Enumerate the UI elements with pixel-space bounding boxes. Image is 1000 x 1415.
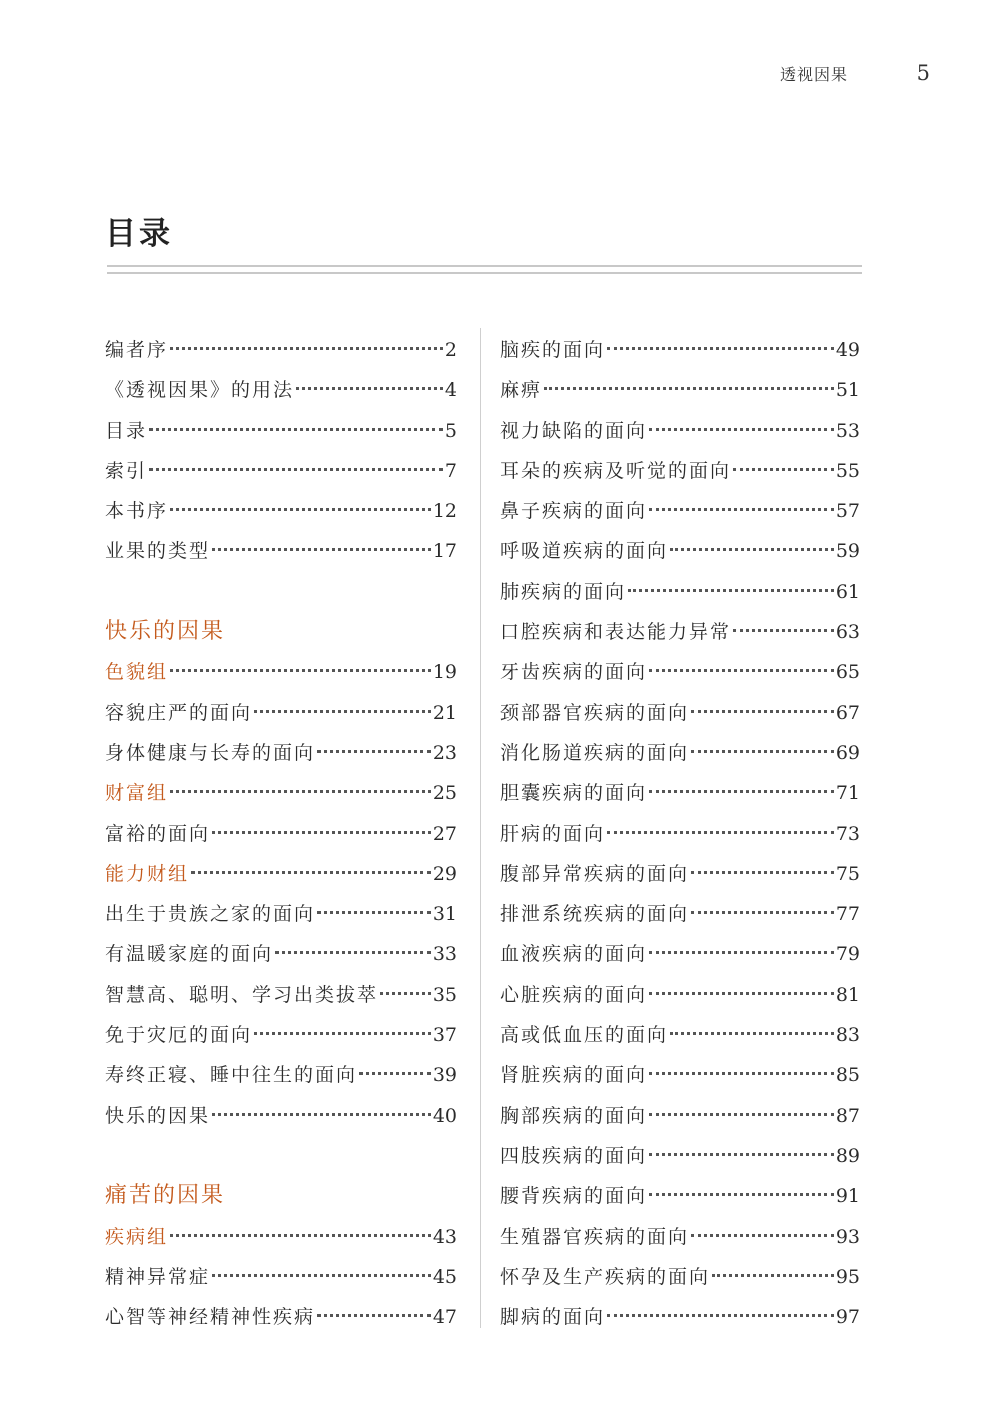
toc-entry-label: 疾病组 bbox=[105, 1225, 169, 1248]
toc-entry-label: 脑疾的面向 bbox=[500, 339, 606, 361]
toc-entry-label: 富裕的面向 bbox=[105, 822, 211, 845]
dot-leader bbox=[649, 669, 834, 672]
toc-entry-page: 93 bbox=[835, 1225, 860, 1248]
toc-group-appearance[interactable] bbox=[105, 652, 457, 692]
toc-entry-page: 71 bbox=[835, 782, 860, 805]
toc-entry-page: 83 bbox=[835, 1024, 860, 1047]
toc-entry[interactable] bbox=[500, 1015, 860, 1055]
toc-entry-label: 脚病的面向 bbox=[500, 1306, 606, 1329]
toc-entry-page: 2 bbox=[444, 339, 457, 361]
toc-entry-page: 77 bbox=[835, 903, 860, 926]
toc-entry[interactable] bbox=[105, 1055, 457, 1095]
toc-entry-page: 67 bbox=[835, 701, 860, 724]
toc-entry-page: 4 bbox=[444, 379, 457, 402]
toc-entry[interactable] bbox=[500, 1217, 860, 1257]
toc-entry[interactable] bbox=[500, 451, 860, 491]
toc-entry[interactable] bbox=[105, 814, 457, 854]
dot-leader bbox=[670, 548, 834, 551]
toc-entry-preface-editor[interactable] bbox=[105, 330, 457, 370]
toc-entry-page: 29 bbox=[432, 862, 457, 885]
spacer bbox=[105, 572, 457, 612]
dot-leader bbox=[649, 508, 834, 511]
toc-entry-label: 业果的类型 bbox=[105, 540, 211, 563]
toc-entry-page: 21 bbox=[432, 701, 457, 724]
toc-entry[interactable] bbox=[500, 652, 860, 692]
dot-leader bbox=[733, 468, 834, 471]
toc-entry-label: 编者序 bbox=[105, 339, 169, 361]
running-title: 透视因果 bbox=[780, 64, 849, 84]
toc-entry[interactable] bbox=[500, 733, 860, 773]
dot-leader bbox=[254, 710, 431, 713]
toc-entry[interactable] bbox=[105, 1257, 457, 1297]
toc-entry-page: 91 bbox=[835, 1185, 860, 1208]
toc-entry[interactable] bbox=[500, 934, 860, 974]
toc-entry-label: 快乐的因果 bbox=[105, 1104, 211, 1127]
toc-entry-page: 23 bbox=[432, 741, 457, 764]
dot-leader bbox=[607, 347, 834, 350]
toc-entry-label: 牙齿疾病的面向 bbox=[500, 661, 648, 684]
toc-entry-usage[interactable] bbox=[105, 370, 457, 410]
toc-entry-label: 心脏疾病的面向 bbox=[500, 983, 648, 1006]
toc-entry-label: 目录 bbox=[105, 419, 148, 442]
toc-entry-label: 智慧高、聪明、学习出类拔萃 bbox=[105, 983, 379, 1006]
toc-entry-label: 呼吸道疾病的面向 bbox=[500, 540, 669, 563]
toc-entry[interactable] bbox=[500, 1176, 860, 1216]
toc-entry[interactable] bbox=[500, 411, 860, 451]
toc-entry-label: 胆囊疾病的面向 bbox=[500, 782, 648, 805]
toc-entry-page: 81 bbox=[835, 983, 860, 1006]
toc-entry-index[interactable] bbox=[105, 451, 457, 491]
toc-entry[interactable] bbox=[500, 975, 860, 1015]
dot-leader bbox=[212, 548, 431, 551]
dot-leader bbox=[691, 750, 834, 753]
dot-leader bbox=[317, 1314, 431, 1317]
toc-entry-page: 47 bbox=[432, 1306, 457, 1329]
toc-entry[interactable] bbox=[500, 693, 860, 733]
toc-left-column bbox=[105, 330, 457, 1337]
toc-entry-page: 89 bbox=[835, 1144, 860, 1167]
toc-entry-label: 出生于贵族之家的面向 bbox=[105, 903, 316, 926]
dot-leader bbox=[649, 1072, 834, 1075]
toc-entry[interactable] bbox=[500, 330, 860, 370]
toc-entry-page: 79 bbox=[835, 943, 860, 966]
spacer bbox=[105, 1136, 457, 1176]
toc-entry-label: 财富组 bbox=[105, 782, 169, 805]
toc-entry-label: 麻痹 bbox=[500, 379, 543, 402]
toc-entry[interactable] bbox=[500, 491, 860, 531]
toc-entry-page: 75 bbox=[835, 862, 860, 885]
dot-leader bbox=[212, 831, 431, 834]
running-head bbox=[780, 60, 930, 86]
toc-entry-label: 怀孕及生产疾病的面向 bbox=[500, 1265, 711, 1288]
section-heading-suffering: 痛苦的因果 bbox=[105, 1183, 226, 1209]
toc-entry[interactable] bbox=[500, 612, 860, 652]
toc-entry[interactable] bbox=[105, 975, 457, 1015]
toc-entry[interactable] bbox=[105, 1096, 457, 1136]
toc-entry-label: 高或低血压的面向 bbox=[500, 1024, 669, 1047]
toc-entry-page: 63 bbox=[835, 621, 860, 644]
toc-entry-page: 69 bbox=[835, 741, 860, 764]
toc-entry-label: 色貌组 bbox=[105, 661, 169, 684]
toc-entry-label: 《透视因果》的用法 bbox=[105, 379, 295, 402]
toc-entry-label: 容貌庄严的面向 bbox=[105, 701, 253, 724]
toc-entry[interactable] bbox=[500, 1136, 860, 1176]
dot-leader bbox=[691, 871, 834, 874]
toc-entry-page: 57 bbox=[835, 500, 860, 523]
toc-entry[interactable] bbox=[500, 1055, 860, 1095]
column-divider bbox=[480, 328, 481, 1328]
toc-entry-page: 35 bbox=[432, 983, 457, 1006]
toc-entry-label: 消化肠道疾病的面向 bbox=[500, 741, 690, 764]
dot-leader bbox=[649, 1193, 834, 1196]
toc-entry-label: 耳朵的疾病及听觉的面向 bbox=[500, 459, 732, 482]
toc-title: 目录 bbox=[105, 216, 173, 252]
toc-entry[interactable] bbox=[500, 814, 860, 854]
toc-entry-page: 37 bbox=[432, 1024, 457, 1047]
toc-group-wealth[interactable] bbox=[105, 773, 457, 813]
section-heading-happy: 快乐的因果 bbox=[105, 619, 226, 645]
toc-entry[interactable] bbox=[500, 370, 860, 410]
toc-entry-page: 19 bbox=[432, 661, 457, 684]
toc-entry-label: 生殖器官疾病的面向 bbox=[500, 1225, 690, 1248]
toc-entry-label: 腹部异常疾病的面向 bbox=[500, 862, 690, 885]
dot-leader bbox=[607, 1314, 834, 1317]
toc-entry[interactable] bbox=[500, 1096, 860, 1136]
dot-leader bbox=[733, 629, 834, 632]
toc-entry-label: 心智等神经精神性疾病 bbox=[105, 1306, 316, 1329]
dot-leader bbox=[649, 428, 834, 431]
toc-entry-page: 33 bbox=[432, 943, 457, 966]
dot-leader bbox=[380, 992, 431, 995]
toc-entry-page: 73 bbox=[835, 822, 860, 845]
toc-entry-page: 7 bbox=[444, 459, 457, 482]
dot-leader bbox=[691, 710, 834, 713]
dot-leader bbox=[649, 951, 834, 954]
dot-leader bbox=[212, 1274, 431, 1277]
toc-entry-karma-types[interactable] bbox=[105, 531, 457, 571]
toc-entry-page: 65 bbox=[835, 661, 860, 684]
toc-entry-page: 5 bbox=[444, 419, 457, 442]
toc-entry-page: 51 bbox=[835, 379, 860, 402]
toc-entry-label: 鼻子疾病的面向 bbox=[500, 500, 648, 523]
toc-entry-label: 四肢疾病的面向 bbox=[500, 1144, 648, 1167]
dot-leader bbox=[191, 871, 431, 874]
toc-entry[interactable] bbox=[500, 773, 860, 813]
dot-leader bbox=[149, 428, 443, 431]
toc-entry[interactable] bbox=[105, 733, 457, 773]
toc-entry[interactable] bbox=[500, 854, 860, 894]
toc-entry-book-preface[interactable] bbox=[105, 491, 457, 531]
toc-entry[interactable] bbox=[500, 1297, 860, 1337]
toc-entry-label: 血液疾病的面向 bbox=[500, 943, 648, 966]
dot-leader bbox=[170, 669, 431, 672]
dot-leader bbox=[317, 911, 431, 914]
toc-entry-page: 27 bbox=[432, 822, 457, 845]
toc-entry[interactable] bbox=[500, 531, 860, 571]
dot-leader bbox=[649, 1153, 834, 1156]
toc-entry-page: 40 bbox=[432, 1104, 457, 1127]
dot-leader bbox=[628, 589, 834, 592]
toc-entry-label: 排泄系统疾病的面向 bbox=[500, 903, 690, 926]
dot-leader bbox=[170, 790, 431, 793]
toc-entry-label: 有温暖家庭的面向 bbox=[105, 943, 274, 966]
dot-leader bbox=[149, 468, 443, 471]
toc-entry-page: 25 bbox=[432, 782, 457, 805]
toc-entry-label: 本书序 bbox=[105, 500, 169, 523]
dot-leader bbox=[296, 387, 443, 390]
toc-entry-label: 腰背疾病的面向 bbox=[500, 1185, 648, 1208]
toc-entry-label: 口腔疾病和表达能力异常 bbox=[500, 621, 732, 644]
toc-entry[interactable] bbox=[105, 1297, 457, 1337]
dot-leader bbox=[254, 1032, 431, 1035]
toc-group-ability[interactable] bbox=[105, 854, 457, 894]
toc-entry-page: 59 bbox=[835, 540, 860, 563]
toc-entry-page: 43 bbox=[432, 1225, 457, 1248]
toc-entry[interactable] bbox=[500, 894, 860, 934]
toc-entry-label: 寿终正寝、睡中往生的面向 bbox=[105, 1064, 358, 1087]
toc-entry[interactable] bbox=[105, 1015, 457, 1055]
toc-entry-label: 肝病的面向 bbox=[500, 822, 606, 845]
toc-entry-page: 85 bbox=[835, 1064, 860, 1087]
toc-entry-label: 胸部疾病的面向 bbox=[500, 1104, 648, 1127]
toc-entry-label: 精神异常症 bbox=[105, 1265, 211, 1288]
toc-entry[interactable] bbox=[500, 1257, 860, 1297]
dot-leader bbox=[691, 1234, 834, 1237]
toc-entry-page: 39 bbox=[432, 1064, 457, 1087]
toc-entry-page: 45 bbox=[432, 1265, 457, 1288]
toc-entry-page: 97 bbox=[835, 1306, 860, 1329]
toc-group-disease[interactable] bbox=[105, 1217, 457, 1257]
dot-leader bbox=[607, 831, 834, 834]
toc-entry[interactable] bbox=[500, 572, 860, 612]
dot-leader bbox=[691, 911, 834, 914]
toc-entry-page: 95 bbox=[835, 1265, 860, 1288]
dot-leader bbox=[170, 347, 443, 350]
dot-leader bbox=[649, 1113, 834, 1116]
toc-entry-page: 55 bbox=[835, 459, 860, 482]
toc-entry-label: 肾脏疾病的面向 bbox=[500, 1064, 648, 1087]
toc-entry-page: 12 bbox=[432, 500, 457, 523]
toc-entry-label: 视力缺陷的面向 bbox=[500, 419, 648, 442]
toc-entry-page: 31 bbox=[432, 903, 457, 926]
toc-entry-page: 53 bbox=[835, 419, 860, 442]
dot-leader bbox=[317, 750, 431, 753]
toc-right-column bbox=[500, 330, 860, 1337]
title-rule bbox=[107, 265, 862, 274]
toc-entry-label: 免于灾厄的面向 bbox=[105, 1024, 253, 1047]
dot-leader bbox=[359, 1072, 431, 1075]
toc-entry-page: 61 bbox=[835, 580, 860, 603]
toc-entry-page: 17 bbox=[432, 540, 457, 563]
toc-entry-label: 肺疾病的面向 bbox=[500, 580, 627, 603]
toc-entry-label: 身体健康与长寿的面向 bbox=[105, 741, 316, 764]
dot-leader bbox=[649, 790, 834, 793]
toc-entry-label: 颈部器官疾病的面向 bbox=[500, 701, 690, 724]
dot-leader bbox=[275, 951, 431, 954]
toc-entry-label: 索引 bbox=[105, 459, 148, 482]
toc-entry-label: 能力财组 bbox=[105, 862, 190, 885]
dot-leader bbox=[544, 387, 834, 390]
toc-entry[interactable] bbox=[105, 693, 457, 733]
page-number: 5 bbox=[916, 61, 930, 85]
dot-leader bbox=[649, 992, 834, 995]
dot-leader bbox=[712, 1274, 834, 1277]
toc-entry[interactable] bbox=[105, 894, 457, 934]
toc-entry-page: 87 bbox=[835, 1104, 860, 1127]
toc-entry-contents[interactable] bbox=[105, 411, 457, 451]
dot-leader bbox=[670, 1032, 834, 1035]
toc-entry-page: 49 bbox=[835, 339, 860, 361]
dot-leader bbox=[212, 1113, 431, 1116]
dot-leader bbox=[170, 1234, 431, 1237]
toc-entry[interactable] bbox=[105, 934, 457, 974]
dot-leader bbox=[170, 508, 431, 511]
